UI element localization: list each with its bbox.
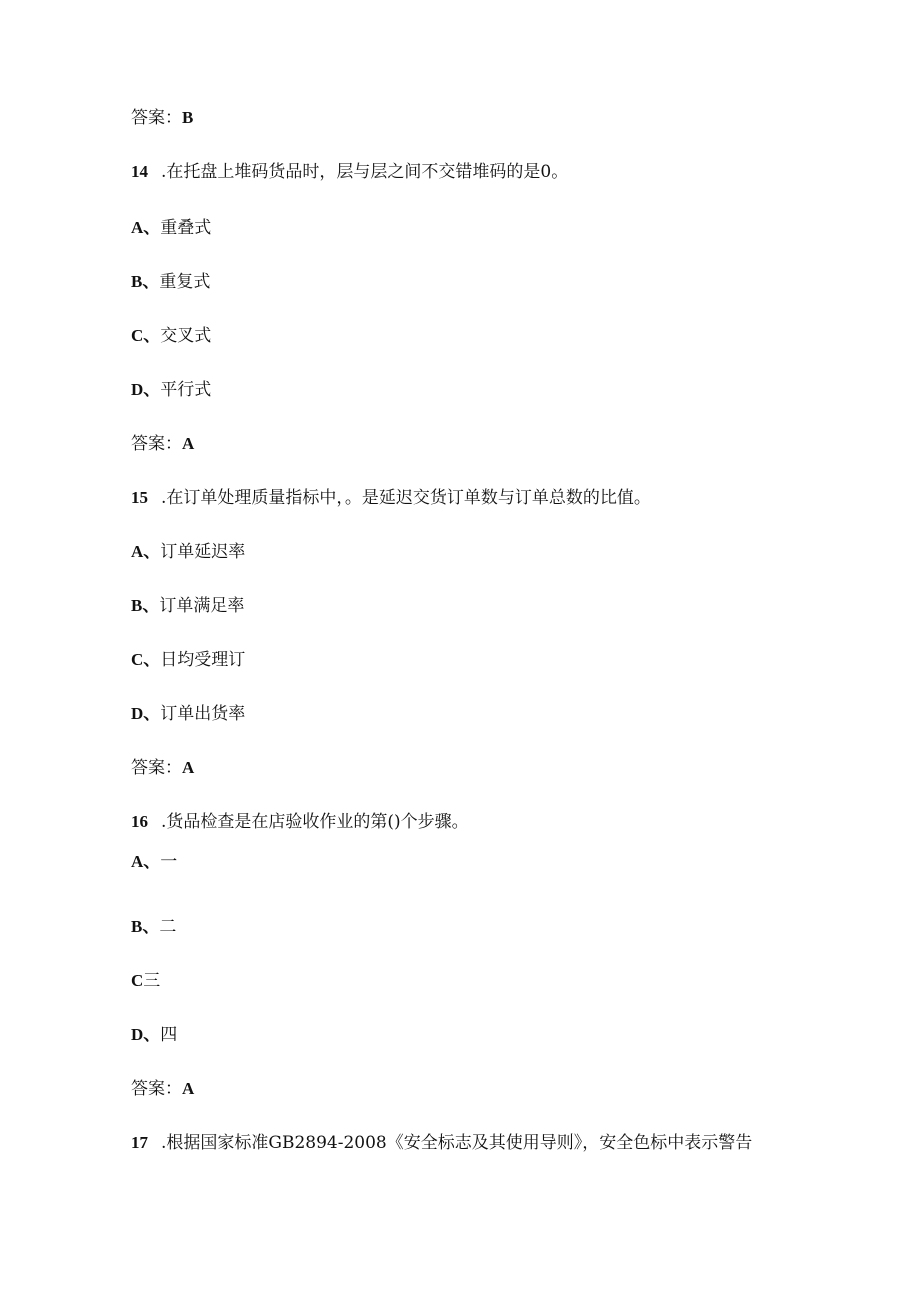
option-text: 订单满足率 (159, 596, 245, 616)
question-number: 15 (131, 488, 148, 507)
option-text: 订单延迟率 (160, 542, 246, 562)
answer-prefix: 答案： (131, 758, 182, 778)
option-line (131, 325, 211, 347)
question-text: .货品检查是在店验收作业的第()个步骤。 (161, 812, 469, 832)
option-line (131, 541, 245, 563)
option-label: B、 (131, 596, 160, 615)
answer-letter: A (182, 758, 195, 777)
option-text: 平行式 (160, 380, 212, 400)
question-number: 17 (131, 1133, 148, 1152)
option-line (131, 595, 244, 617)
question-text: .在托盘上堆码货品时，层与层之间不交错堆码的是0。 (161, 162, 569, 182)
option-line (131, 970, 160, 992)
option-text: 一 (160, 852, 178, 872)
question-number: 16 (131, 812, 148, 831)
option-line (131, 703, 245, 725)
question-line (131, 1132, 752, 1154)
answer-line (131, 433, 194, 455)
option-label: A、 (131, 218, 161, 237)
option-text: 重复式 (159, 272, 211, 292)
answer-letter: B (182, 108, 194, 127)
option-line (131, 649, 245, 671)
option-line (131, 916, 176, 938)
question-line (131, 161, 568, 183)
option-label: A、 (131, 852, 161, 871)
option-line (131, 217, 211, 239)
option-label: D、 (131, 704, 161, 723)
answer-line (131, 1078, 194, 1100)
option-text: 订单出货率 (160, 704, 246, 724)
answer-line (131, 757, 194, 779)
option-line (131, 1024, 177, 1046)
answer-prefix: 答案： (131, 1079, 182, 1099)
answer-prefix: 答案： (131, 434, 182, 454)
answer-letter: A (182, 1079, 195, 1098)
option-text: 重叠式 (160, 218, 212, 238)
option-label: B、 (131, 917, 160, 936)
option-label: A、 (131, 542, 161, 561)
question-line (131, 487, 651, 509)
option-text: 三 (143, 971, 161, 991)
option-label: C、 (131, 650, 161, 669)
option-line (131, 271, 210, 293)
option-label: C、 (131, 326, 161, 345)
option-text: 交叉式 (160, 326, 212, 346)
answer-prefix: 答案： (131, 108, 182, 128)
option-line (131, 379, 211, 401)
option-text: 日均受理订 (160, 650, 246, 670)
option-label: D、 (131, 1025, 161, 1044)
option-text: 二 (159, 917, 177, 937)
answer-letter: A (182, 434, 195, 453)
question-number: 14 (131, 162, 148, 181)
question-text: .根据国家标准GB2894-2008《安全标志及其使用导则》，安全色标中表示警告 (161, 1133, 753, 1153)
option-label: B、 (131, 272, 160, 291)
option-line (131, 851, 177, 873)
option-label: D、 (131, 380, 161, 399)
option-text: 四 (160, 1025, 178, 1045)
option-label: C (131, 971, 144, 990)
answer-line (131, 107, 193, 129)
question-line (131, 811, 469, 833)
question-text: .在订单处理质量指标中，。是延迟交货订单数与订单总数的比值。 (161, 488, 651, 508)
